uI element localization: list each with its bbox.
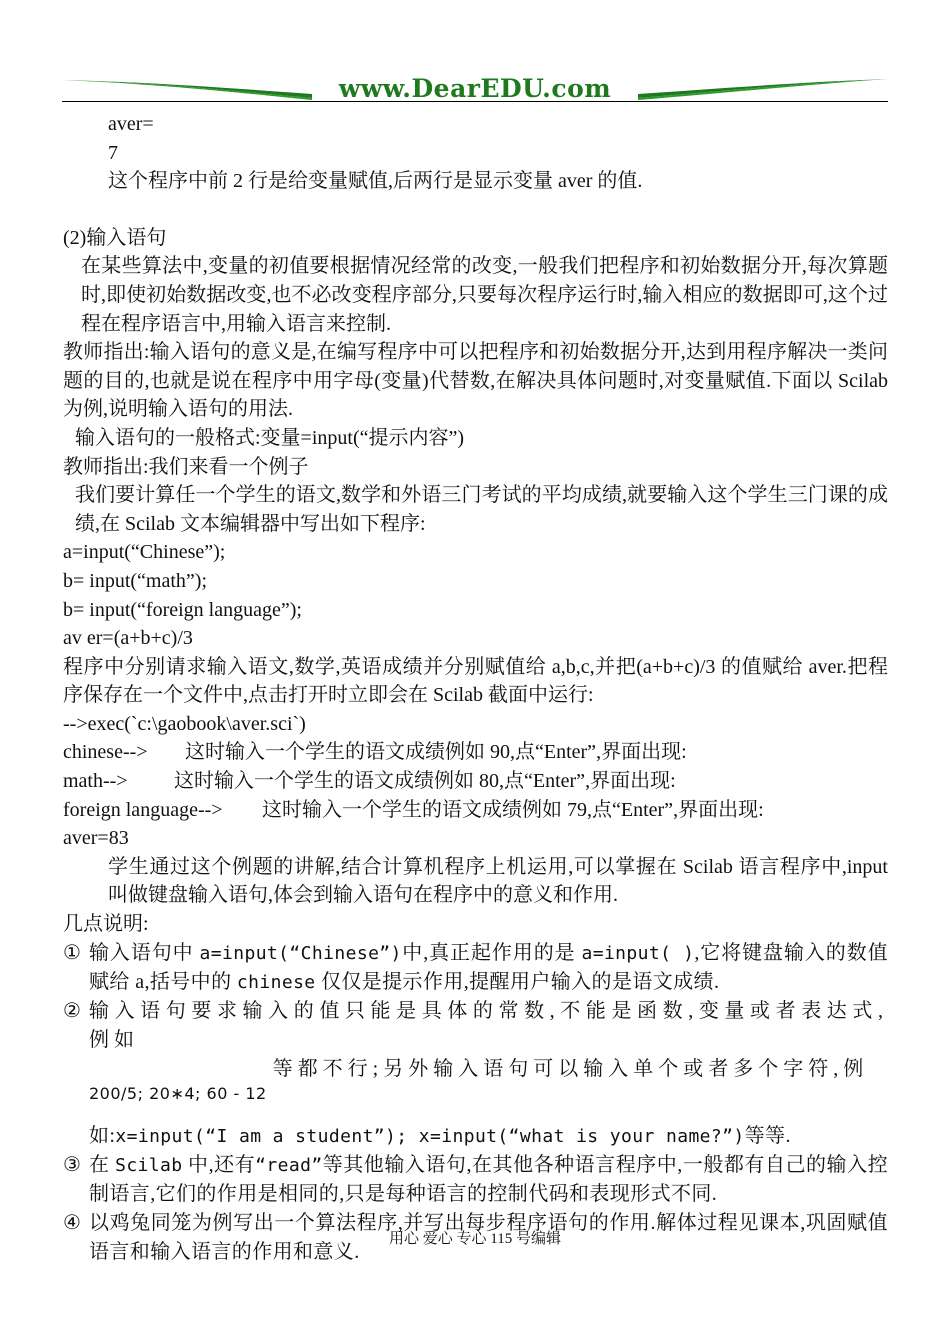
- note-text-part: 中,真正起作用的是: [401, 941, 582, 964]
- note-text: [89, 997, 888, 1151]
- paragraph-program-explain: 程序中分别请求输入语文,数学,英语成绩并分别赋值给 a,b,c,并把(a+b+c)/3 的值赋给 aver.把程序保存在一个文件中,点击打开时立即会在 Scilab 截面中运行:: [63, 655, 888, 707]
- io-text: 这时输入一个学生的语文成绩例如 79,点“Enter”,界面出现:: [262, 798, 764, 821]
- notes-heading: 几点说明:: [63, 913, 149, 936]
- io-row-math: [63, 767, 888, 796]
- io-text: 这时输入一个学生的语文成绩例如 90,点“Enter”,界面出现:: [185, 741, 687, 764]
- note-text-part: 如:: [89, 1124, 116, 1147]
- header-rule: [62, 101, 888, 102]
- note-text-part: 等等.: [744, 1124, 791, 1147]
- explanation-line: 这个程序中前 2 行是给变量赋值,后两行是显示变量 aver 的值.: [108, 170, 643, 193]
- note-number: ③: [63, 1153, 81, 1176]
- io-text: 这时输入一个学生的语文成绩例如 80,点“Enter”,界面出现:: [174, 770, 676, 793]
- note-code: a=input( ): [581, 942, 695, 964]
- paragraph-intro: 在某些算法中,变量的初值要根据情况经常的改变,一般我们把程序和初始数据分开,每次算题时,即使初始数据改变,也不必改变程序部分,只要每次程序运行时,输入相应的数据即可,这个过程在程序语言中,用输入语言来控制.: [81, 255, 888, 335]
- output-aver-83: aver=83: [63, 827, 129, 850]
- site-header: [62, 70, 888, 106]
- input-general-format: 输入语句的一般格式:变量=input(“提示内容”): [75, 426, 465, 449]
- note-code: chinese: [236, 971, 316, 993]
- code-line-2: b= input(“math”);: [63, 569, 208, 592]
- paragraph-summary: 学生通过这个例题的讲解,结合计算机程序上机运用,可以掌握在 Scilab 语言程序中,input 叫做键盘输入语句,体会到输入语句在程序中的意义和作用.: [108, 855, 888, 907]
- paragraph-example-intro: 我们要计算任一个学生的语文,数学和外语三门考试的平均成绩,就要输入这个学生三门课的成绩,在 Scilab 文本编辑器中写出如下程序:: [75, 484, 888, 535]
- output-aver-value: 7: [108, 141, 118, 164]
- section-heading-input-statement: (2)输入语句: [63, 226, 167, 249]
- note-text: [89, 939, 888, 997]
- note-item: [63, 939, 888, 997]
- note-number: ①: [63, 941, 81, 964]
- output-aver-label: aver=: [108, 113, 154, 135]
- spacer: [63, 196, 888, 224]
- notes-list: [63, 939, 888, 1267]
- document-body: [63, 110, 888, 1267]
- note-number: ②: [63, 999, 81, 1022]
- note-text-part: 输入语句要求输入的值只能是具体的常数,不能是函数,变量或者表达式,例如: [89, 999, 888, 1051]
- note-number: ④: [63, 1211, 81, 1234]
- note-text-part: 仅仅是提示作用,提醒用户输入的是语文成绩.: [315, 970, 720, 993]
- io-label: foreign language-->: [63, 798, 223, 821]
- io-row-chinese: [63, 738, 888, 767]
- paragraph-teacher-note-2: 教师指出:我们来看一个例子: [63, 455, 309, 478]
- formula-line: [89, 1055, 888, 1108]
- note-item: [63, 1151, 888, 1209]
- code-line-4: av er=(a+b+c)/3: [63, 627, 193, 650]
- note-text: 以鸡兔同笼为例写出一个算法程序,并写出每步程序语句的作用.解体过程见课本,巩固赋值语言和输入语言的作用和意义.: [89, 1211, 888, 1263]
- note-text-part: ,它将键盘输入的数值赋给 a,括号中的: [89, 941, 889, 993]
- note-text-part: 等其他输入语句,在其他各种语言程序中,一般都有自己的输入控制语言,它们的作用是相同的,只是每种语言的控制代码和表现形式不同.: [89, 1153, 889, 1205]
- note-text-part: 中,还有: [182, 1153, 256, 1176]
- formula-example: 200/5; 20∗4; 60 - 12: [89, 1083, 267, 1103]
- note-text-part: 在: [89, 1153, 116, 1176]
- note-code: a=input(“Chinese”): [199, 942, 402, 964]
- exec-command: -->exec(`c:\gaobook\aver.sci`): [63, 712, 306, 735]
- note-code: Scilab: [115, 1154, 183, 1176]
- io-row-foreign: [63, 796, 888, 825]
- note-code: x=input(“I am a student”); x=input(“what is your name?”): [115, 1125, 745, 1147]
- note-item: [63, 997, 888, 1151]
- code-line-1: a=input(“Chinese”);: [63, 541, 226, 564]
- note-text-part: 等都不行;另外输入语句可以输入单个或者多个字符,例: [272, 1057, 869, 1080]
- code-line-3: b= input(“foreign language”);: [63, 598, 302, 621]
- paragraph-teacher-note-1: 教师指出:输入语句的意义是,在编写程序中可以把程序和初始数据分开,达到用程序解决一类问题的目的,也就是说在程序中用字母(变量)代替数,在解决具体问题时,对变量赋值.下面以 Scilab 为例,说明输入语句的用法.: [63, 341, 888, 421]
- site-brand-logo[interactable]: www.DearEDU.com: [338, 74, 612, 103]
- note-text-part: 输入语句中: [89, 941, 200, 964]
- note-code: “read”: [255, 1154, 323, 1176]
- io-label: math-->: [63, 770, 128, 793]
- page-footer: 用心 爱心 专心 115 号编辑: [389, 1231, 561, 1247]
- note-text: [89, 1151, 888, 1209]
- io-label: chinese-->: [63, 741, 148, 764]
